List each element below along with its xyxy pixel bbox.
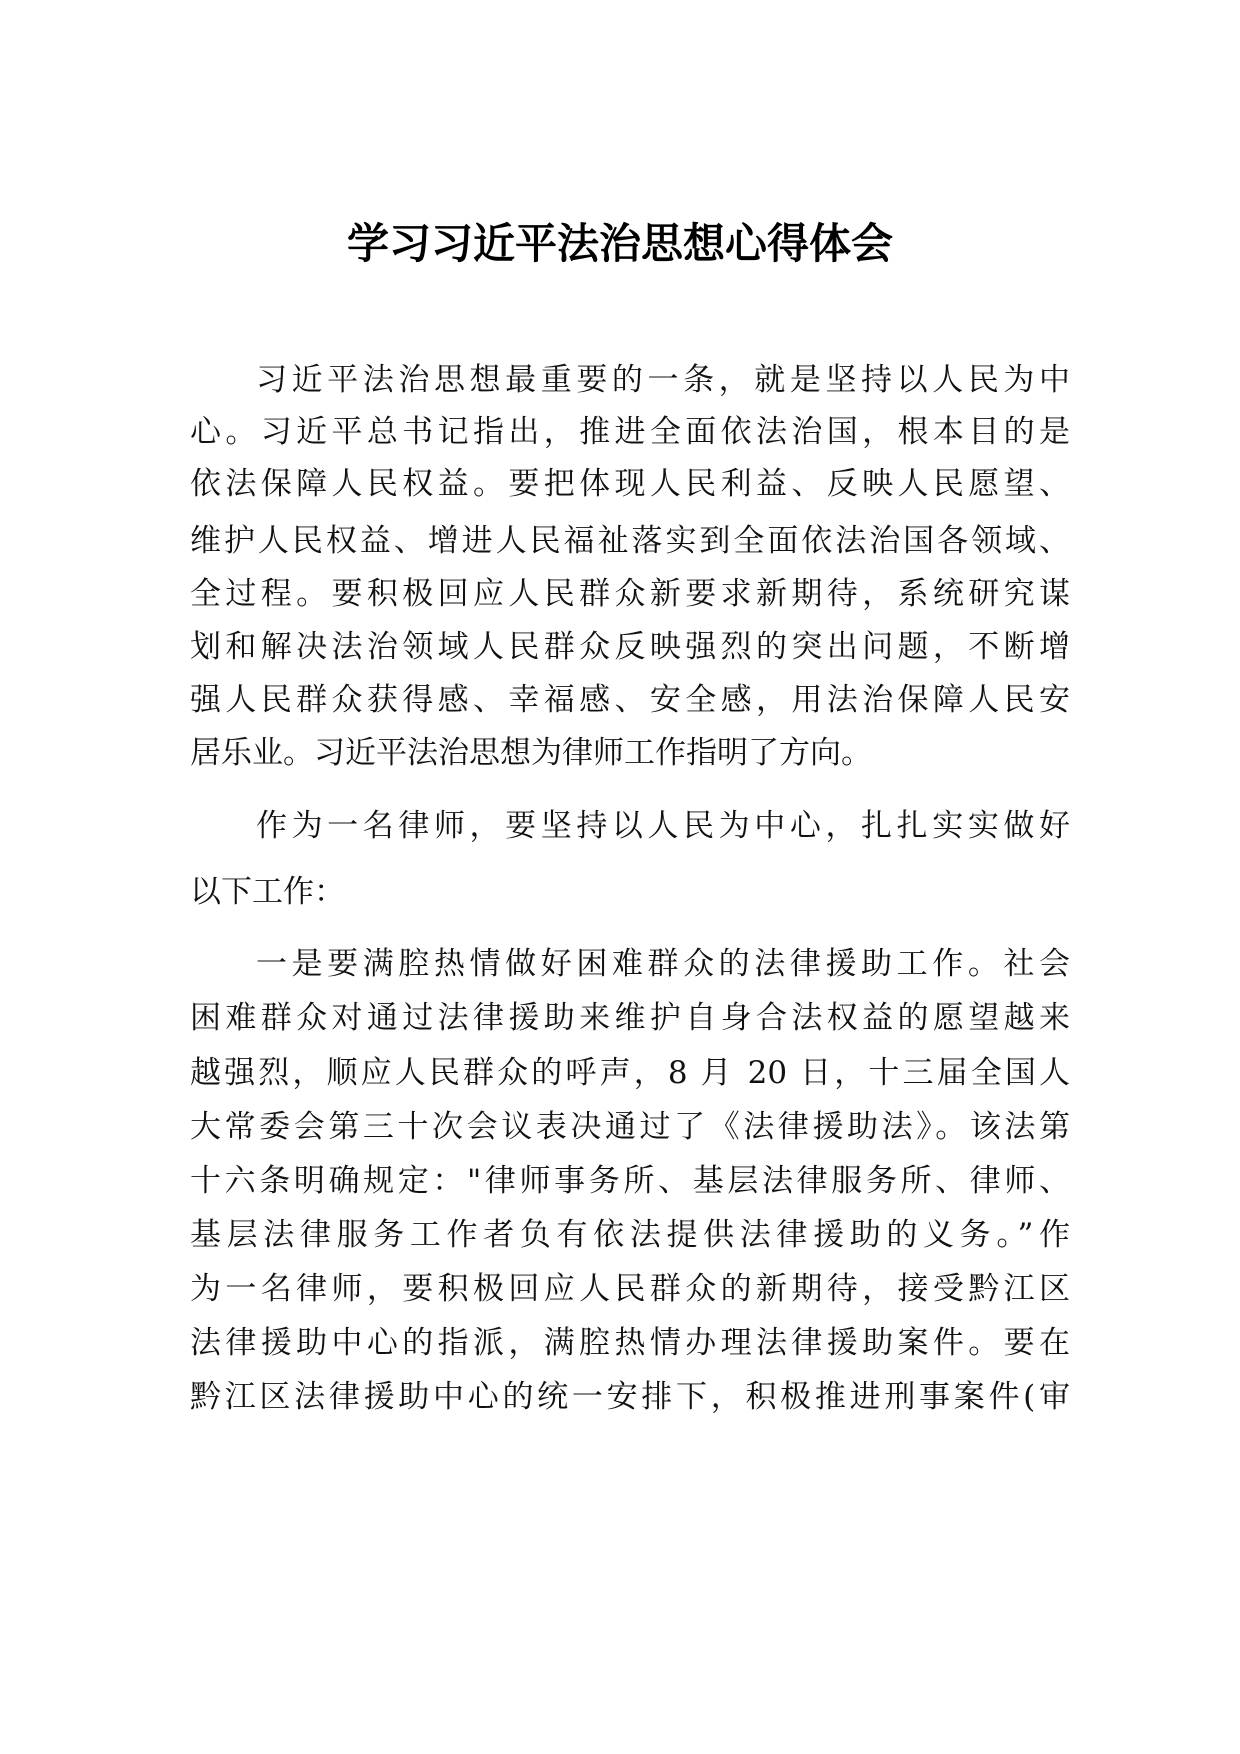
text-line: 习近平法治思想最重要的一条，就是坚持以人民为中 <box>256 362 1070 398</box>
document-title: 学习习近平法治思想心得体会 <box>346 219 893 268</box>
text-line: 一是要满腔热情做好困难群众的法律援助工作。社会 <box>256 946 1070 982</box>
text-line: 法律援助中心的指派，满腔热情办理法律援助案件。要在 <box>190 1325 1070 1361</box>
text-line: 维护人民权益、增进人民福祉落实到全面依法治国各领域、 <box>190 523 1070 559</box>
text-line: 全过程。要积极回应人民群众新要求新期待，系统研究谋 <box>190 576 1070 612</box>
text-line: 越强烈，顺应人民群众的呼声，8 月 20 日，十三届全国人 <box>190 1055 1070 1091</box>
text-line: 基层法律服务工作者负有依法提供法律援助的义务。”作 <box>190 1217 1070 1253</box>
text-line: 为一名律师，要积极回应人民群众的新期待，接受黔江区 <box>190 1271 1070 1307</box>
text-line: 困难群众对通过法律援助来维护自身合法权益的愿望越来 <box>190 1000 1070 1036</box>
text-line: 心。习近平总书记指出，推进全面依法治国，根本目的是 <box>190 414 1070 450</box>
text-line: 强人民群众获得感、幸福感、安全感，用法治保障人民安 <box>190 682 1070 718</box>
text-line: 黔江区法律援助中心的统一安排下，积极推进刑事案件(审 <box>190 1379 1070 1415</box>
text-line: 划和解决法治领域人民群众反映强烈的突出问题，不断增 <box>190 629 1070 665</box>
text-line: 大常委会第三十次会议表决通过了《法律援助法》。该法第 <box>190 1109 1070 1145</box>
text-line: 以下工作： <box>190 874 345 910</box>
text-line: 十六条明确规定："律师事务所、基层法律服务所、律师、 <box>190 1163 1070 1199</box>
text-line: 依法保障人民权益。要把体现人民利益、反映人民愿望、 <box>190 466 1070 502</box>
text-line: 居乐业。习近平法治思想为律师工作指明了方向。 <box>190 735 872 771</box>
text-line: 作为一名律师，要坚持以人民为中心，扎扎实实做好 <box>256 808 1070 844</box>
